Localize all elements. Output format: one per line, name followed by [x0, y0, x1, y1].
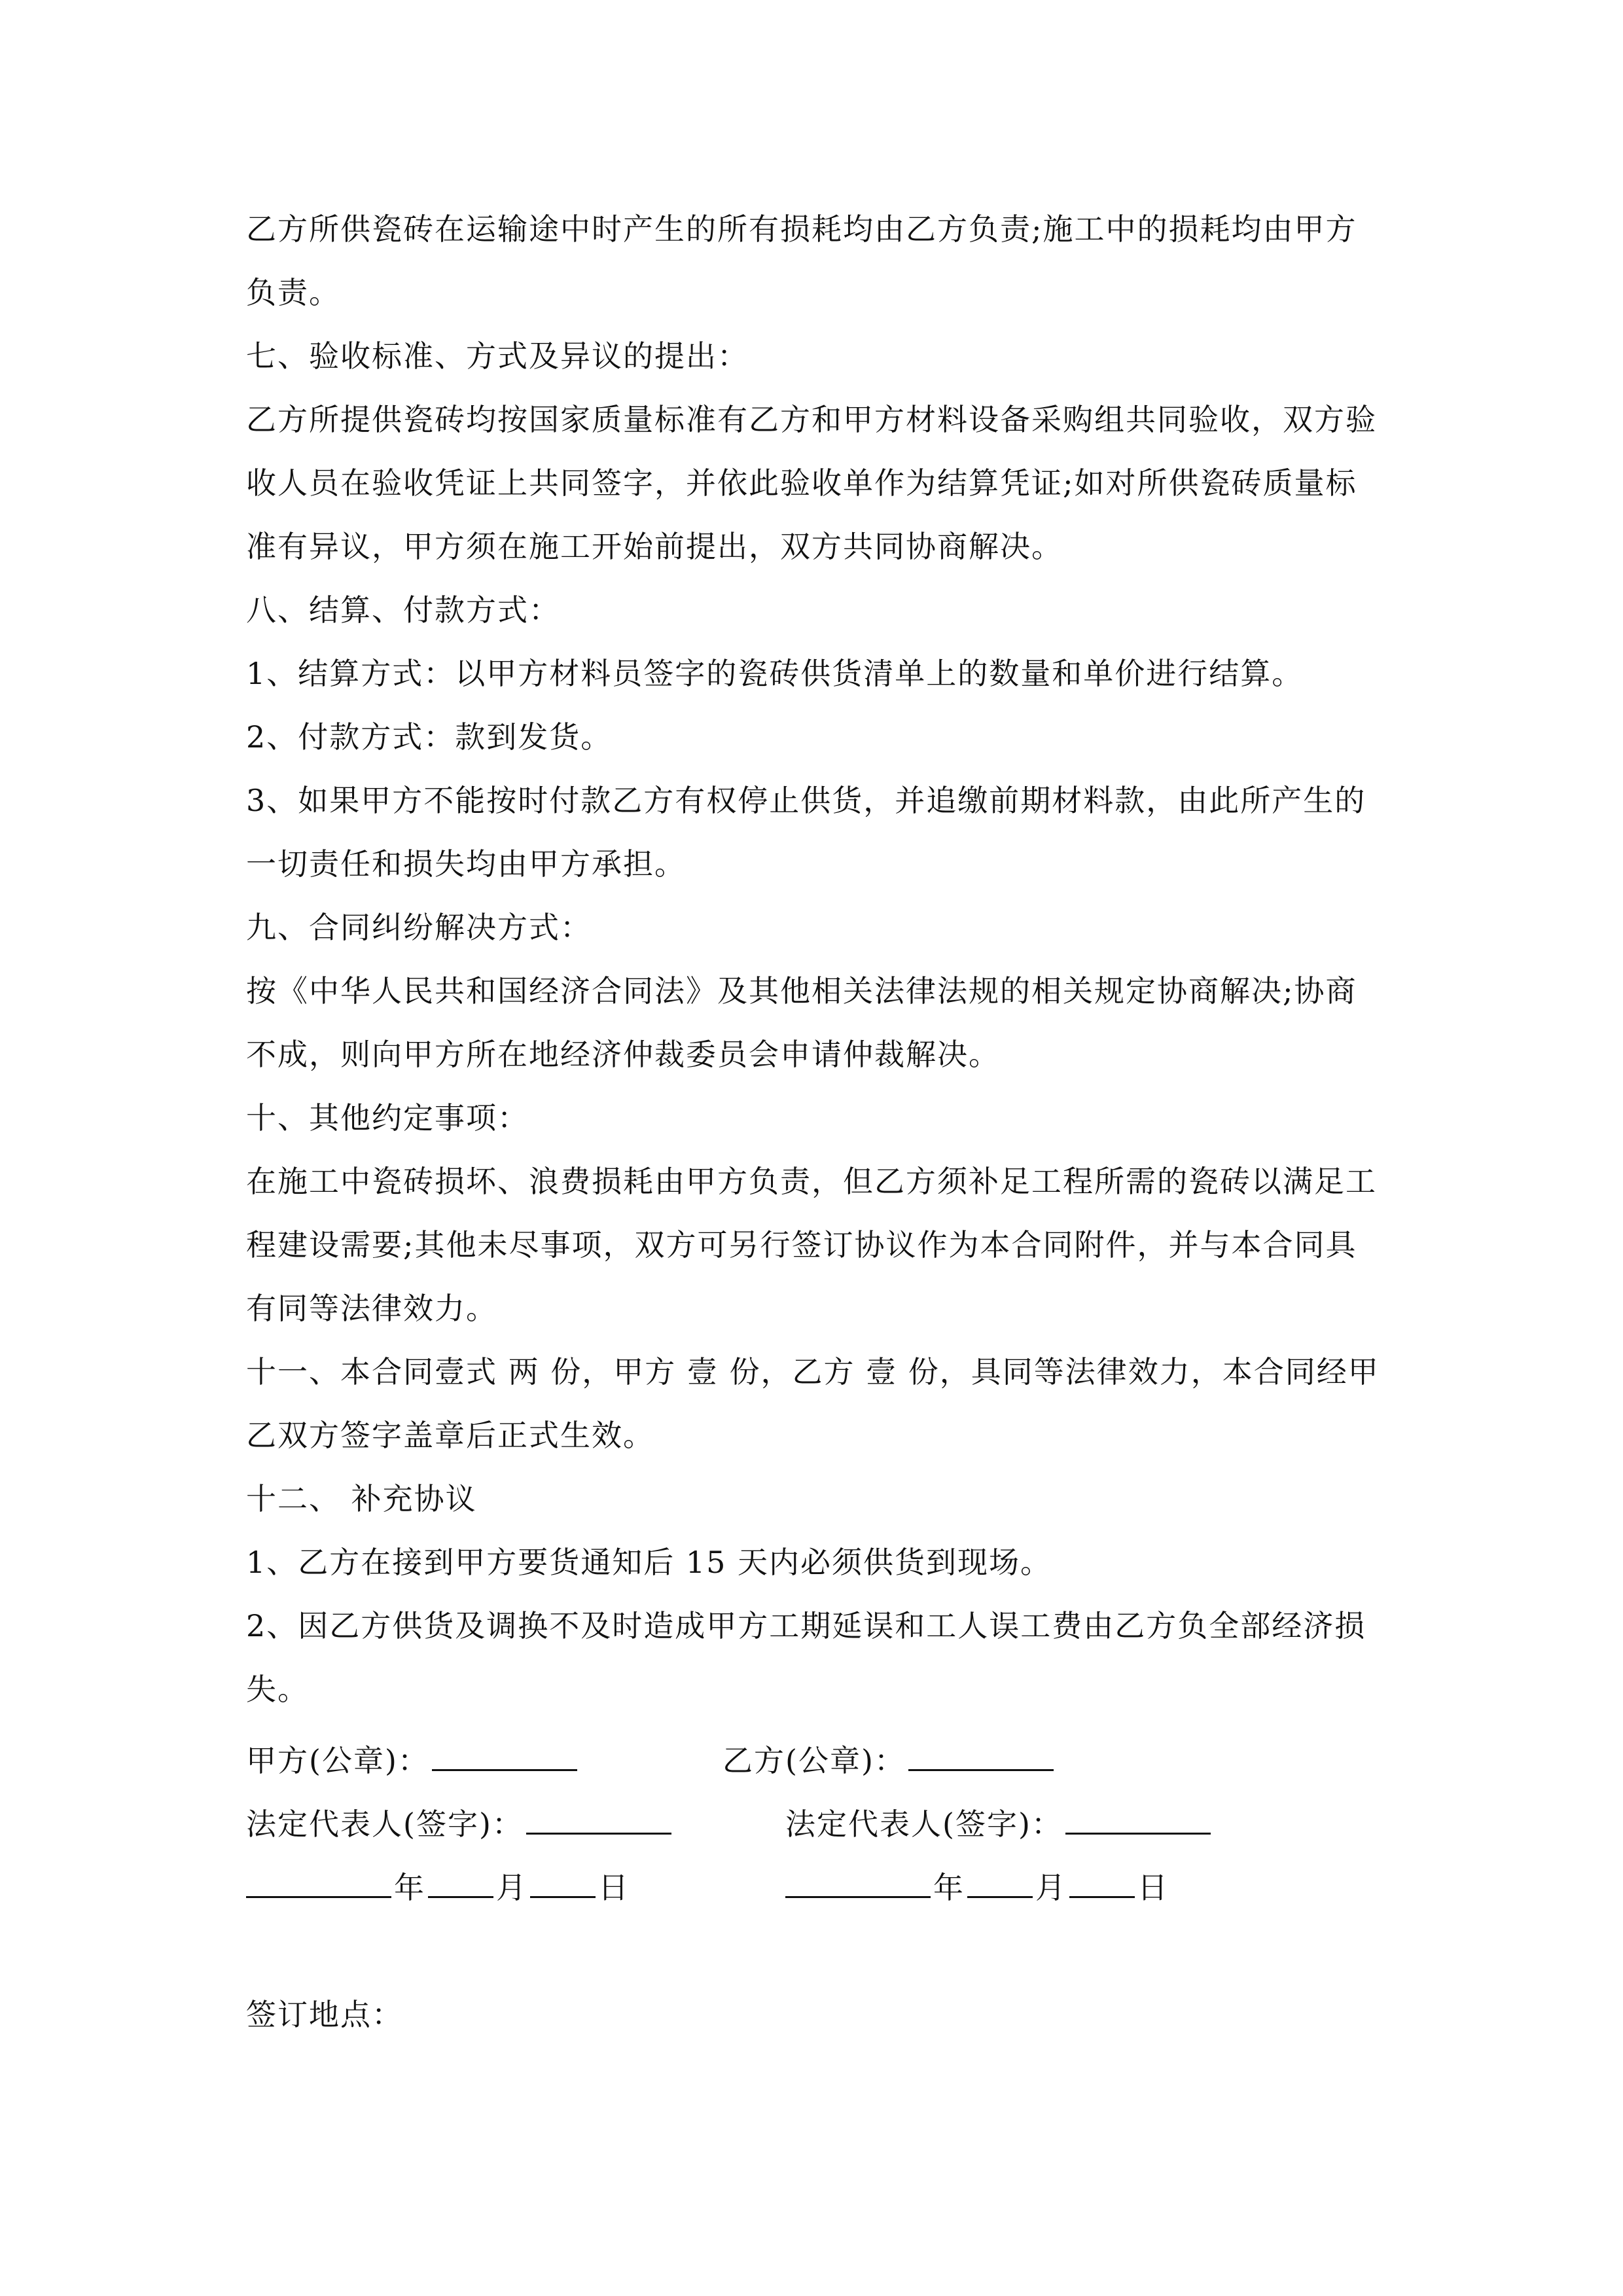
party-b-rep-label: 法定代表人(签字)：: [785, 1806, 1063, 1842]
paragraph-other-matters: 在施工中瓷砖损坏、浪费损耗由甲方负责，但乙方须补足工程所需的瓷砖以满足工程建设需要;其他未尽事项，双方可另行签订协议作为本合同附件，并与本合同具有同等法律效力。: [246, 1164, 1377, 1326]
party-a-year-blank[interactable]: [246, 1866, 391, 1898]
party-b-representative: [785, 1793, 1213, 1856]
signing-place: [246, 1983, 403, 2047]
party-b-seal-blank[interactable]: [908, 1739, 1054, 1771]
party-a-seal-label: 甲方(公章)：: [246, 1743, 429, 1778]
paragraph-acceptance: 乙方所提供瓷砖均按国家质量标准有乙方和甲方材料设备采购组共同验收，双方验收人员在验收凭证上共同签字，并依此验收单作为结算凭证;如对所供瓷砖质量标准有异议，甲方须在施工开始前提出，双方共同协商解决。: [246, 402, 1377, 564]
paragraph-payment-method: 2、付款方式：款到发货。: [246, 719, 613, 755]
party-a-rep-label: 法定代表人(签字)：: [246, 1806, 524, 1842]
heading-settlement: 八、结算、付款方式：: [246, 592, 560, 628]
heading-supplement: 十二、 补充协议: [246, 1481, 477, 1516]
paragraph-payment-default: 3、如果甲方不能按时付款乙方有权停止供货，并追缴前期材料款，由此所产生的一切责任和损失均由甲方承担。: [246, 783, 1366, 882]
party-a-month-blank[interactable]: [428, 1866, 493, 1898]
party-b-year-blank[interactable]: [785, 1866, 931, 1898]
paragraph-delivery-deadline: 1、乙方在接到甲方要货通知后 15 天内必须供货到现场。: [246, 1545, 1052, 1580]
paragraph-copies: 十一、本合同壹式 两 份，甲方 壹 份，乙方 壹 份，具同等法律效力，本合同经甲乙双方签字盖章后正式生效。: [246, 1354, 1380, 1453]
signing-place-label: 签订地点：: [246, 1997, 403, 2032]
party-a-rep-blank[interactable]: [526, 1803, 671, 1835]
paragraph-delay-liability: 2、因乙方供货及调换不及时造成甲方工期延误和工人误工费由乙方负全部经济损失。: [246, 1608, 1366, 1707]
party-a-day-label: 日: [598, 1870, 630, 1905]
party-a-month-label: 月: [496, 1870, 527, 1905]
party-b-seal-label: 乙方(公章)：: [722, 1743, 906, 1778]
party-b-date: [785, 1856, 1169, 1920]
party-b-day-blank[interactable]: [1069, 1866, 1135, 1898]
heading-dispute: 九、合同纠纷解决方式：: [246, 910, 592, 945]
heading-other-matters: 十、其他约定事项：: [246, 1100, 529, 1136]
heading-acceptance: 七、验收标准、方式及异议的提出：: [246, 338, 749, 374]
party-b-seal: [722, 1729, 1056, 1793]
paragraph-settlement-method: 1、结算方式：以甲方材料员签字的瓷砖供货清单上的数量和单价进行结算。: [246, 656, 1304, 691]
party-a-date: [246, 1856, 630, 1920]
party-b-rep-blank[interactable]: [1065, 1803, 1211, 1835]
party-a-seal-blank[interactable]: [432, 1739, 577, 1771]
party-b-month-blank[interactable]: [967, 1866, 1033, 1898]
party-a-day-blank[interactable]: [530, 1866, 596, 1898]
party-b-month-label: 月: [1035, 1870, 1067, 1905]
paragraph-dispute: 按《中华人民共和国经济合同法》及其他相关法律法规的相关规定协商解决;协商不成，则向甲方所在地经济仲裁委员会申请仲裁解决。: [246, 973, 1357, 1072]
party-a-year-label: 年: [394, 1870, 425, 1905]
party-a-seal: [246, 1729, 580, 1793]
party-b-year-label: 年: [933, 1870, 965, 1905]
party-b-day-label: 日: [1137, 1870, 1169, 1905]
paragraph-loss: 乙方所供瓷砖在运输途中时产生的所有损耗均由乙方负责;施工中的损耗均由甲方负责。: [246, 211, 1357, 310]
party-a-representative: [246, 1793, 674, 1856]
